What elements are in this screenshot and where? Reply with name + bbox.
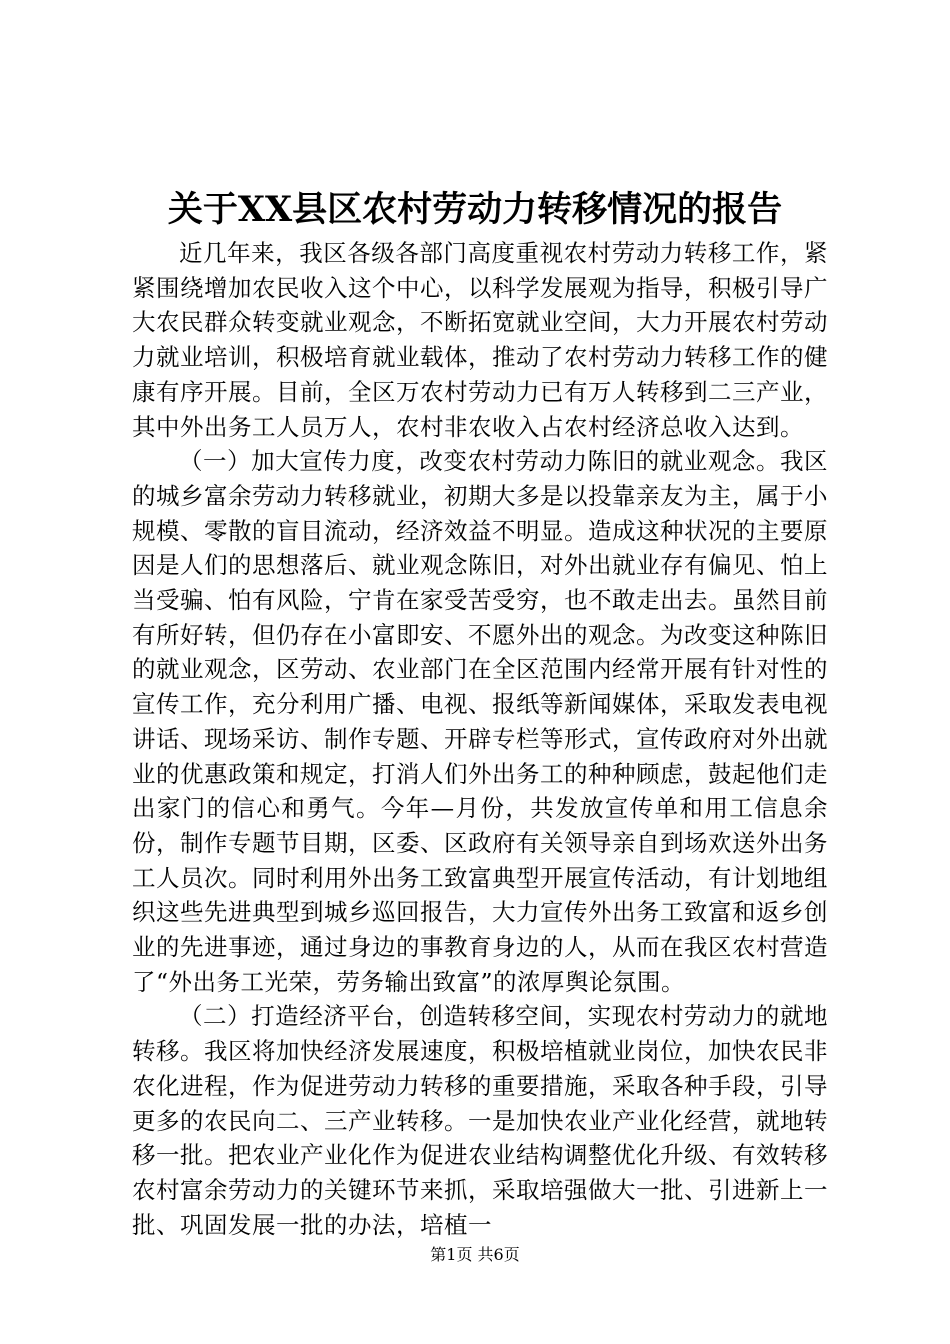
document-title: 关于XX县区农村劳动力转移情况的报告: [167, 189, 783, 230]
document-body: [132, 236, 828, 1242]
paragraph-section-2: （二）打造经济平台，创造转移空间，实现农村劳动力的就地转移。我区将加快经济发展速度，积极培植就业岗位，加快农民非农化进程，作为促进劳动力转移的重要措施，采取各种手段，引导更多的农民向二、三产业转移。一是加快农业产业化经营，就地转移一批。把农业产业化作为促进农业结构调整优化升级、有效转移农村富余劳动力的关键环节来抓，采取培强做大一批、引进新上一批、巩固发展一批的办法，培植一: [132, 1002, 828, 1239]
paragraph-section-1: （一）加大宣传力度，改变农村劳动力陈旧的就业观念。我区的城乡富余劳动力转移就业，初期大多是以投靠亲友为主，属于小规模、零散的盲目流动，经济效益不明显。造成这种状况的主要原因是人们的思想落后、就业观念陈旧，对外出就业存有偏见、怕上当受骗、怕有风险，宁肯在家受苦受穷，也不敢走出去。虽然目前有所好转，但仍存在小富即安、不愿外出的观念。为改变这种陈旧的就业观念，区劳动、农业部门在全区范围内经常开展有针对性的宣传工作，充分利用广播、电视、报纸等新闻媒体，采取发表电视讲话、现场采访、制作专题、开辟专栏等形式，宣传政府对外出就业的优惠政策和规定，打消人们外出务工的种种顾虑，鼓起他们走出家门的信心和勇气。今年—月份，共发放宣传单和用工信息余份，制作专题节目期，区委、区政府有关领导亲自到场欢送外出务工人员次。同时利用外出务工致富典型开展宣传活动，有计划地组织这些先进典型到城乡巡回报告，大力宣传外出务工致富和返乡创业的先进事迹，通过身边的事教育身边的人，从而在我区农村营造了“外出务工光荣，劳务输出致富”的浓厚舆论氛围。: [132, 447, 828, 996]
paragraph-intro: 近几年来，我区各级各部门高度重视农村劳动力转移工作，紧紧围绕增加农民收入这个中心，以科学发展观为指导，积极引导广大农民群众转变就业观念，不断拓宽就业空间，大力开展农村劳动力就业培训，积极培育就业载体，推动了农村劳动力转移工作的健康有序开展。目前，全区万农村劳动力已有万人转移到二三产业，其中外出务工人员万人，农村非农收入占农村经济总收入达到。: [132, 239, 828, 441]
page-footer: 第1页 共6页: [430, 1245, 520, 1264]
